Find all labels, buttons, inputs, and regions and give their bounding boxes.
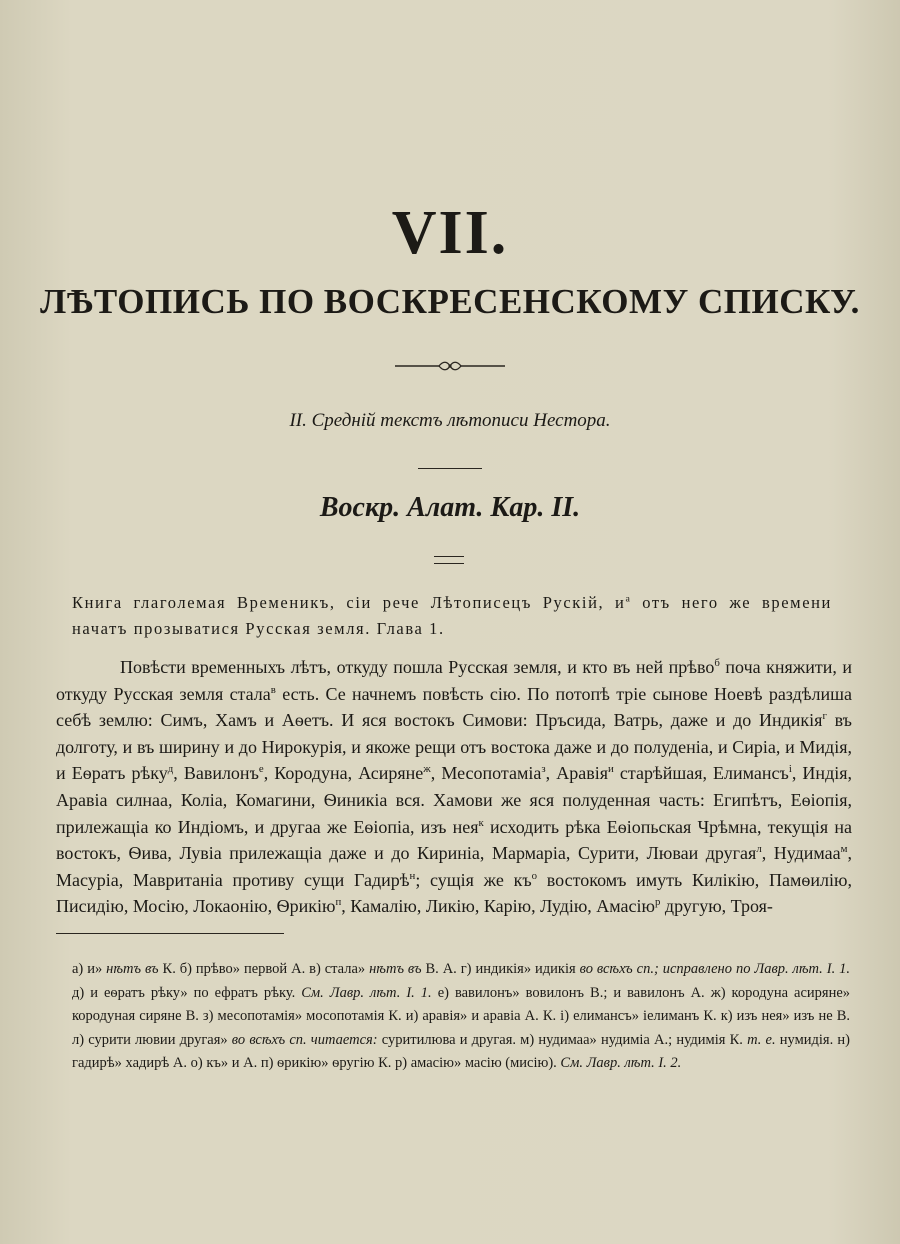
footnote-separator [56, 933, 284, 934]
text-run: д) и еѳратъ рѣку» по ефратъ рѣку. [72, 984, 302, 1001]
text-run: , Месопотамiа [430, 763, 542, 784]
text-run: востокомъ имуть Килiкiю, Памѳилiю, Писидiю, Мосiю, Локаонiю, Ѳрикiю [56, 869, 852, 917]
footnote-mark: з [541, 763, 546, 776]
editorial-note: См. Лавр. лѣт. I. 2. [560, 1055, 682, 1072]
editorial-note: нѣтъ въ [369, 961, 422, 977]
text-run: исходить рѣка Еѳiопьская Чрѣмна, текущiя на востокъ, Ѳива, Лувiа прилежащiа даже и до Киринiа, Мармарiа, Сурити, Люваи другая [56, 816, 852, 864]
text-run: Повѣсти временныхъ лѣтъ, откуду пошла Русская земля, и кто въ ней прѣво [120, 657, 715, 677]
text-run: другую, Троя- [660, 896, 773, 917]
footnote-mark: о [531, 869, 538, 882]
footnote-mark: ж [423, 763, 431, 776]
footnote-mark: к [478, 816, 484, 829]
text-run: е) вавилонъ» вовилонъ В.; и вавилонъ А. ж) кородуна асиряне» кородуная сиряне В. з) месопотамiя» мосопотамiя К. и) аравiя» и аравiа А. К. i) елимансъ» iелиманъ К. к) изъ нея» изъ не В. л) сурити лювии другая» [72, 984, 851, 1048]
footnote-mark: л [756, 843, 762, 856]
chapter-heading-text: Книга глаголемая Временикъ, сiи рече Лѣтописецъ Рускiй, и [72, 593, 626, 612]
text-run: , Нудимаа [761, 843, 841, 864]
text-run: , Кородуна, Асиряне [263, 763, 424, 784]
text-run: , Камалiю, Ликiю, Карiю, Лудiю, Амасiю [341, 896, 655, 917]
footnote-mark: м [840, 843, 848, 856]
text-run: старѣйшая, Елимансъ [613, 763, 789, 784]
manuscript-sigla: Воскр. Алат. Кар. II. [319, 492, 581, 523]
text-run: въ долготу, и въ ширину и до Нирокурiя, и якоже рещи отъ востока даже и до полуденiа, и Сирiа, и Мидiя, и Еѳратъ рѣку [56, 710, 852, 784]
footnote-mark: е [258, 763, 264, 776]
text-run: суритилюва и другая. м) нудимаа» нудимiа А.; нудимiя К. [377, 1031, 748, 1048]
footnote-mark: в [270, 683, 276, 696]
footnote-mark: б [714, 657, 720, 669]
text-run: , Масурiа, Мавританiа противу сущи Гадирѣ [56, 843, 852, 890]
footnote-mark: и [608, 763, 614, 776]
page-title: ЛѢТОПИСЬ ПО ВОСКРЕСЕНСКОМУ СПИСКУ. [40, 282, 860, 321]
chapter-number: VII. [391, 199, 509, 267]
text-run: , Аравiя [545, 763, 609, 784]
text-run: К. б) прѣво» первой А. в) стала» [158, 961, 370, 977]
subtitle: II. Среднiй текстъ лѣтописи Нестора. [289, 410, 611, 431]
editorial-note: нѣтъ въ [106, 961, 159, 977]
ornament-divider-icon [395, 356, 505, 376]
text-run: поча княжити, и откуду Русская земля стала [56, 657, 853, 704]
editorial-note: во всѣхъ сп.; исправлено по Лавр. лѣт. I. 1. [579, 961, 851, 977]
footnote-mark: i [788, 763, 792, 776]
text-run: есть. Се начнемъ повѣсть сiю. По потопѣ трiе сынове Ноевѣ раздѣлиша себѣ землю: Симъ, Хамъ и Аѳетъ. И яся востокъ Симови: Пръсида, Ватрь, даже и до Индикiя [56, 683, 852, 731]
body-paragraph [56, 654, 852, 920]
text-run: В. А. г) индикiя» идикiя [421, 961, 580, 977]
chapter-heading-text: отъ него же времени начатъ прозыватися Русская земля. Глава 1. [72, 593, 832, 638]
text-run: , Индiя, Аравiа силнаа, Колiа, Комагини, Ѳиникiа вся. Хамови же яся полуденная часть: Египѣтъ, Еѳiопiя, прилежащiа ко Индiомъ, и другаа же Еѳiопiа, изъ нея [56, 763, 853, 837]
footnote-mark: г [822, 710, 827, 723]
editorial-note: т. е. [747, 1031, 776, 1048]
editorial-note: во всѣхъ сп. читается: [231, 1031, 378, 1048]
double-divider [434, 556, 464, 564]
footnote-mark: р [655, 896, 661, 909]
footnote-mark: а [625, 593, 632, 605]
footnotes [72, 958, 850, 1076]
chapter-heading [72, 590, 832, 642]
text-run: ; сущiя же къ [415, 869, 532, 890]
footnote-mark: п [335, 896, 342, 909]
footnote-mark: н [409, 869, 416, 882]
text-run: , Вавилонъ [173, 763, 259, 784]
editorial-note: См. Лавр. лѣт. I. 1. [301, 984, 432, 1001]
text-run: нумидiя. н) гадирѣ» хадирѣ А. о) къ» и А. п) ѳрикiю» ѳругiю К. р) амасiю» масiю (мисiю). [72, 1031, 850, 1072]
divider-rule [418, 468, 482, 469]
text-run: а) и» [72, 961, 107, 977]
footnote-mark: д [167, 763, 174, 776]
